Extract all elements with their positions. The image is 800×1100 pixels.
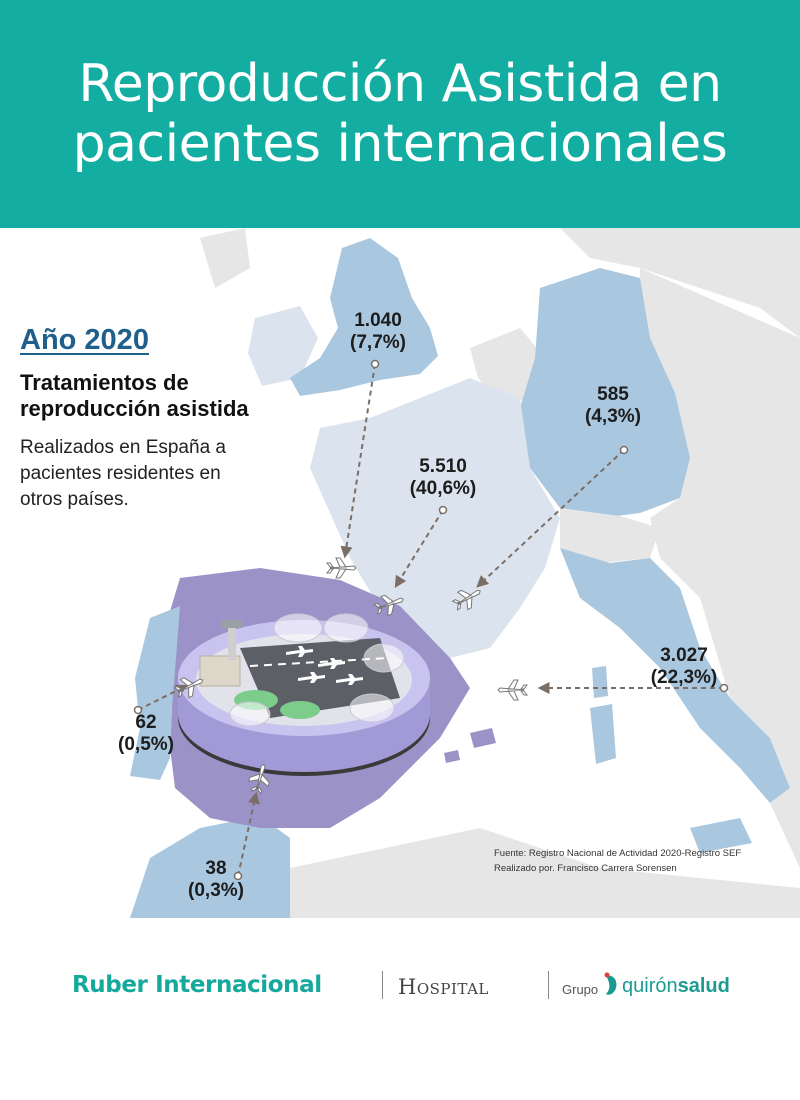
desc-line-2: pacientes residentes en (20, 463, 221, 484)
logo-separator (548, 971, 549, 999)
year-label: Año 2020 (20, 324, 149, 356)
desc-line-1: Realizados en España a (20, 437, 226, 458)
quiron-text: quirón (622, 975, 678, 997)
value-germany-pct: (4,3%) (585, 406, 641, 427)
value-portugal-pct: (0,5%) (118, 734, 174, 755)
value-morocco (156, 858, 276, 902)
value-uk-count: 1.040 (354, 310, 402, 331)
panel-description (20, 435, 226, 513)
hospital-logo: Hospital (398, 975, 489, 999)
land-north-small (200, 228, 250, 288)
value-uk-pct: (7,7%) (350, 332, 406, 353)
title-line-1: Reproducción Asistida en (78, 54, 722, 114)
airplane-icon (498, 680, 527, 700)
heading-line-2: reproducción asistida (20, 396, 249, 421)
value-italy-count: 3.027 (660, 645, 708, 666)
value-italy-pct: (22,3%) (650, 667, 718, 688)
logo-separator (382, 971, 383, 999)
quironsalud-leaf-icon (603, 972, 619, 998)
footer-logos (0, 965, 800, 1011)
source-line-1: Fuente: Registro Nacional de Actividad 2020-Registro SEF (494, 848, 742, 859)
panel-heading (20, 370, 249, 422)
value-portugal (86, 712, 206, 756)
map-area (0, 228, 800, 918)
value-portugal-count: 62 (135, 712, 157, 733)
title-line-2: pacientes internacionales (72, 114, 728, 174)
value-morocco-pct: (0,3%) (188, 880, 244, 901)
source-line-2: Realizado por. Francisco Carrera Sorensen (494, 863, 677, 874)
value-france (383, 456, 503, 500)
salud-text: salud (677, 975, 730, 997)
desc-line-3: otros países. (20, 489, 129, 510)
value-germany-count: 585 (597, 384, 629, 405)
heading-line-1: Tratamientos de (20, 370, 189, 395)
airplane-icon (327, 558, 356, 578)
header-banner (0, 0, 800, 228)
ruber-logo: Ruber Internacional (72, 972, 322, 998)
quironsalud-logo (622, 975, 730, 998)
land-sardinia (590, 704, 616, 764)
value-morocco-count: 38 (205, 858, 227, 879)
land-balearic-1 (470, 728, 496, 748)
airport-platform-illustration (178, 614, 430, 776)
land-corsica (592, 666, 608, 698)
grupo-label: Grupo (562, 982, 599, 997)
value-france-pct: (40,6%) (409, 478, 477, 499)
value-italy (624, 645, 744, 689)
value-france-count: 5.510 (419, 456, 467, 477)
value-germany (553, 384, 673, 428)
value-uk (318, 310, 438, 354)
land-balearic-2 (444, 750, 460, 763)
source-note (494, 846, 741, 876)
